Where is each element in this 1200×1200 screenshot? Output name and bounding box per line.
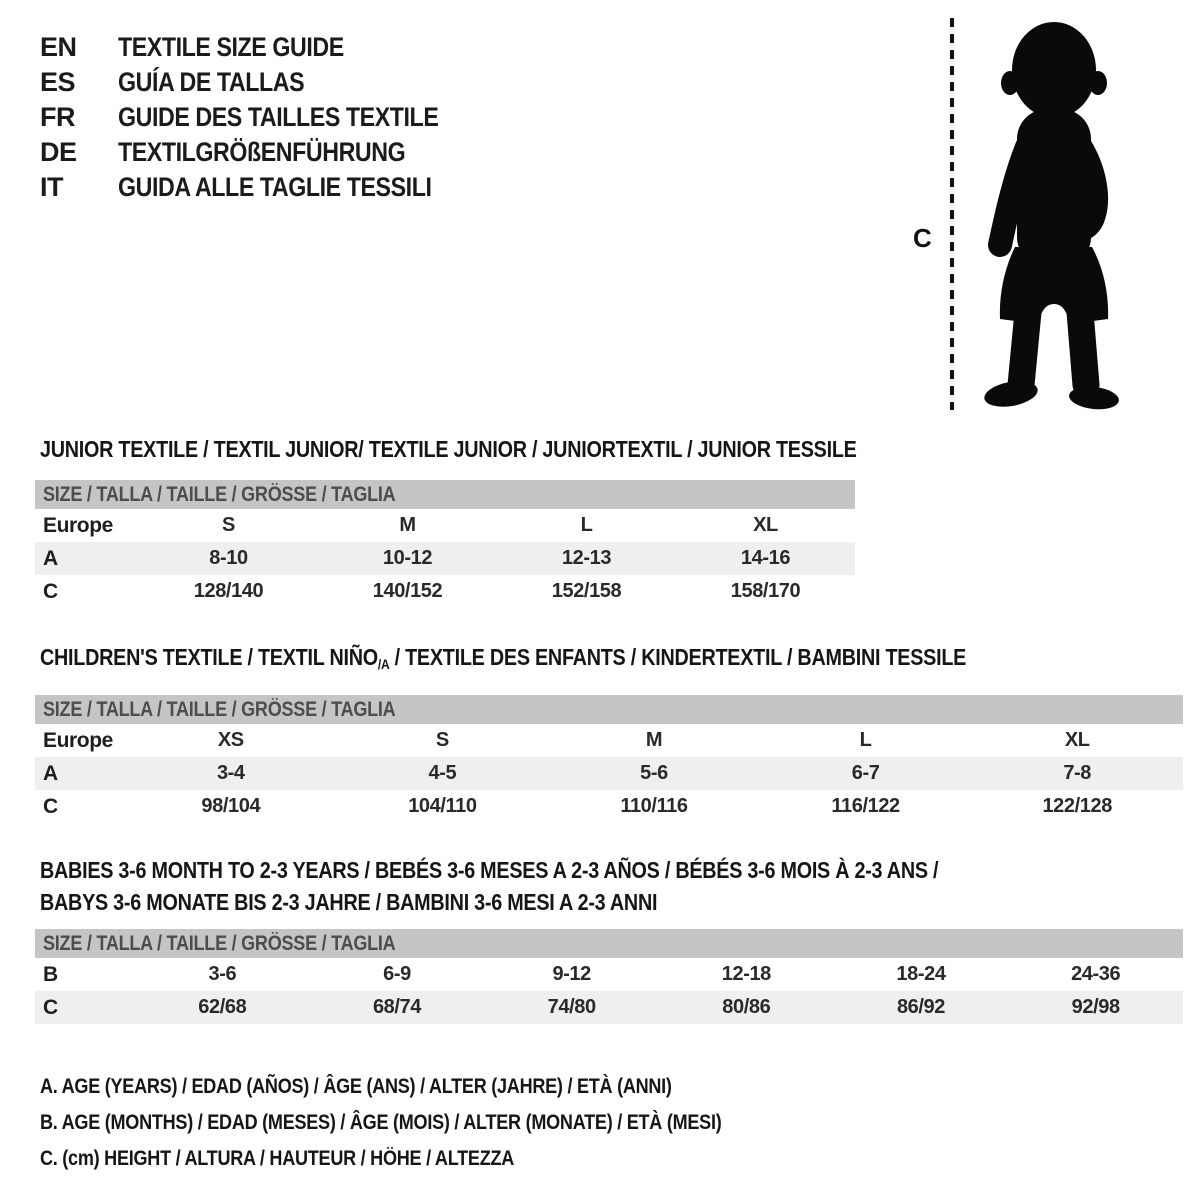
age-cell: 6-9 <box>383 963 411 985</box>
height-cell: 140/152 <box>372 580 443 602</box>
table-row-age-years <box>35 757 1183 790</box>
height-cell: 86/92 <box>896 996 946 1018</box>
height-cell: 158/170 <box>730 580 801 602</box>
size-cell: S <box>435 729 449 751</box>
age-cell: 6-7 <box>851 762 880 784</box>
row-label: C <box>43 794 58 818</box>
language-code: DE <box>40 137 77 167</box>
row-label: A <box>43 761 58 785</box>
table-row-europe <box>35 724 1183 757</box>
row-label: A <box>43 546 58 570</box>
section-title-children: CHILDREN'S TEXTILE / TEXTIL NIÑO/A / TEXTILE DES ENFANTS / KINDERTEXTIL / BAMBINI TESSILE <box>40 644 967 672</box>
size-header-bar: SIZE / TALLA / TAILLE / GRÖSSE / TAGLIA <box>35 695 1183 724</box>
age-cell: 14-16 <box>740 547 791 569</box>
height-cell: 104/110 <box>408 795 477 817</box>
table-row-height-cm <box>35 991 1183 1024</box>
size-header-bar: SIZE / TALLA / TAILLE / GRÖSSE / TAGLIA <box>35 480 855 509</box>
age-cell: 3-4 <box>216 762 245 784</box>
babies-textile-section <box>35 854 1183 1024</box>
table-row-europe <box>35 509 855 542</box>
childrens-textile-section <box>35 645 1183 823</box>
age-cell: 8-10 <box>209 547 248 569</box>
legend-line-b: B. AGE (MONTHS) / EDAD (MESES) / ÂGE (MOIS) / ALTER (MONATE) / ETÀ (MESI) <box>40 1111 722 1134</box>
language-code: ES <box>40 67 76 97</box>
size-cell: L <box>580 514 593 536</box>
language-title-list <box>40 30 491 205</box>
row-label: B <box>43 962 58 986</box>
language-row <box>40 170 491 205</box>
age-cell: 10-12 <box>382 547 433 569</box>
table-row-height-cm <box>35 575 855 608</box>
height-cell: 110/116 <box>620 795 688 817</box>
junior-textile-section <box>35 437 855 608</box>
size-cell: XL <box>753 514 778 536</box>
language-code: EN <box>40 32 77 62</box>
section-title-junior: JUNIOR TEXTILE / TEXTIL JUNIOR/ TEXTILE JUNIOR / JUNIORTEXTIL / JUNIOR TESSILE <box>40 436 857 462</box>
toddler-silhouette-icon <box>982 22 1120 412</box>
guide-title-en: TEXTILE SIZE GUIDE <box>118 32 344 62</box>
height-measure-figure <box>905 12 1140 412</box>
table-row-height-cm <box>35 790 1183 823</box>
age-cell: 12-18 <box>721 963 771 985</box>
age-cell: 24-36 <box>1071 963 1121 985</box>
measurement-legend <box>40 1069 832 1177</box>
toddler-figure-svg <box>905 12 1140 412</box>
height-cell: 68/74 <box>372 996 422 1018</box>
size-header-bar: SIZE / TALLA / TAILLE / GRÖSSE / TAGLIA <box>35 929 1183 958</box>
nino-a-subscript: /A <box>377 656 390 672</box>
legend-line-a: A. AGE (YEARS) / EDAD (AÑOS) / ÂGE (ANS) / ALTER (JAHRE) / ETÀ (ANNI) <box>40 1075 672 1098</box>
table-row-age-months <box>35 958 1183 991</box>
height-cell: 74/80 <box>547 996 596 1018</box>
size-cell: M <box>399 514 416 536</box>
guide-title-es: GUÍA DE TALLAS <box>118 67 305 97</box>
row-label: Europe <box>43 513 113 537</box>
row-label: C <box>43 995 58 1019</box>
row-label: Europe <box>43 728 113 752</box>
age-cell: 12-13 <box>561 547 612 569</box>
guide-title-it: GUIDA ALLE TAGLIE TESSILI <box>118 172 432 202</box>
age-cell: 9-12 <box>552 963 591 985</box>
section-title-babies: BABIES 3-6 MONTH TO 2-3 YEARS / BEBÉS 3-6 MESES A 2-3 AÑOS / BÉBÉS 3-6 MOIS À 2-3 ANS / BABYS 3-6 MONATE BIS 2-3 JAHRE / BAMBINI 3-6 MESI A 2-3 ANNI <box>40 857 939 915</box>
height-cell: 122/128 <box>1042 795 1112 817</box>
size-cell: XL <box>1064 729 1090 751</box>
language-row <box>40 135 491 170</box>
measure-label-c: C <box>913 223 932 253</box>
legend-line-c: C. (cm) HEIGHT / ALTURA / HAUTEUR / HÖHE / ALTEZZA <box>40 1147 515 1170</box>
height-cell: 152/158 <box>551 580 622 602</box>
size-cell: L <box>859 729 872 751</box>
age-cell: 18-24 <box>896 963 946 985</box>
height-cell: 128/140 <box>193 580 264 602</box>
size-cell: M <box>645 729 663 751</box>
guide-title-de: TEXTILGRÖßENFÜHRUNG <box>118 137 406 167</box>
guide-title-fr: GUIDE DES TAILLES TEXTILE <box>118 102 439 132</box>
size-cell: XS <box>217 729 244 751</box>
age-cell: 5-6 <box>640 762 668 784</box>
height-cell: 92/98 <box>1071 996 1120 1018</box>
height-cell: 116/122 <box>831 795 900 817</box>
height-cell: 80/86 <box>722 996 771 1018</box>
height-cell: 98/104 <box>201 795 261 817</box>
language-row <box>40 100 491 135</box>
language-code: IT <box>40 172 63 202</box>
language-row <box>40 65 491 100</box>
age-cell: 4-5 <box>428 762 457 784</box>
age-cell: 3-6 <box>208 963 237 985</box>
height-cell: 62/68 <box>198 996 247 1018</box>
age-cell: 7-8 <box>1063 762 1092 784</box>
size-cell: S <box>222 514 235 536</box>
table-row-age-years <box>35 542 855 575</box>
row-label: C <box>43 579 58 603</box>
language-code: FR <box>40 102 75 132</box>
language-row <box>40 30 491 65</box>
